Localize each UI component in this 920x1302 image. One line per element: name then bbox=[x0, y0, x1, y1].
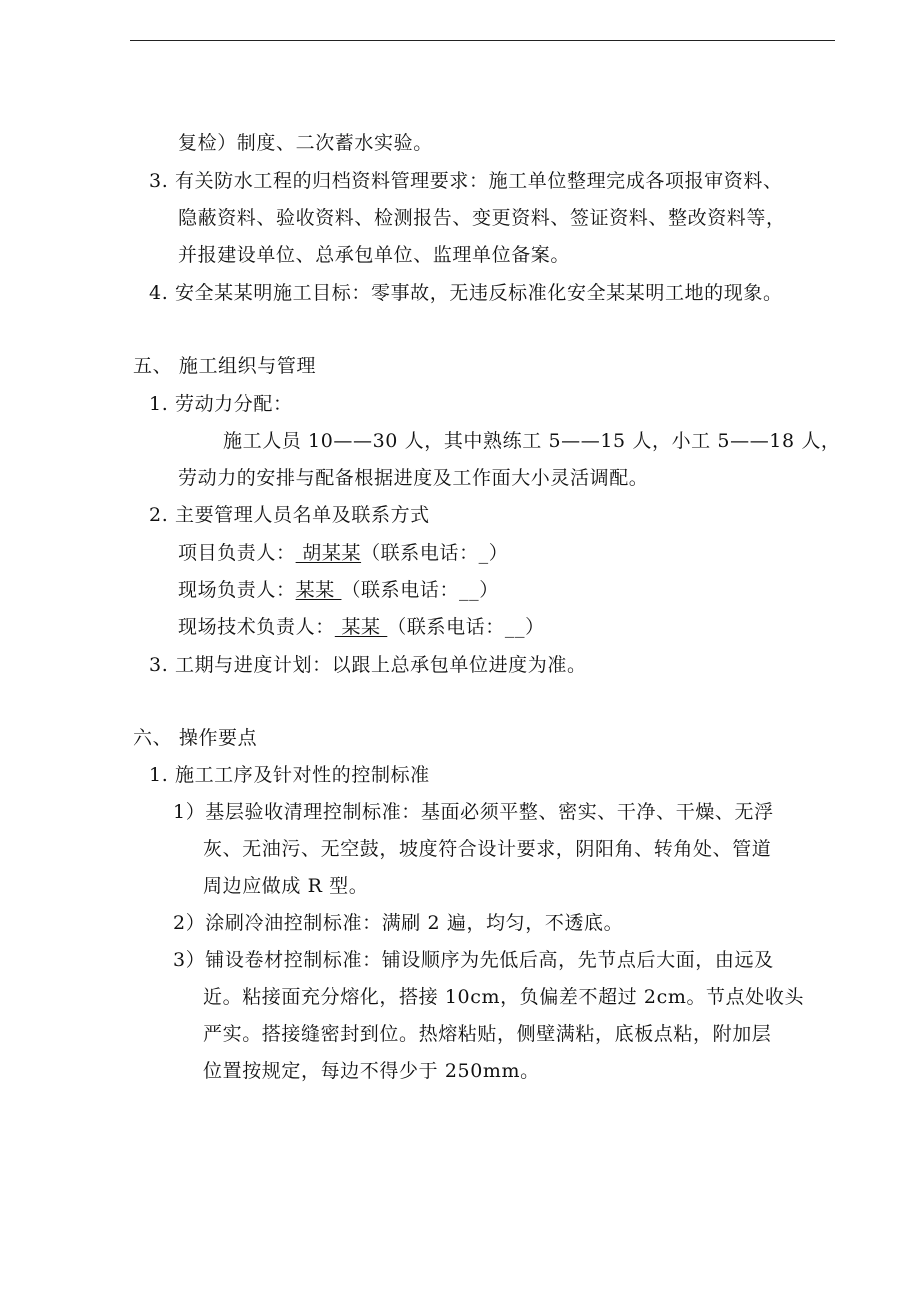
sub-item-3: 3）铺设卷材控制标准：铺设顺序为先低后高，先节点后大面，由远及 bbox=[173, 949, 774, 971]
contact-name: 胡某某 bbox=[295, 542, 362, 564]
contact-role: 项目负责人： bbox=[178, 542, 296, 564]
text-line: 位置按规定，每边不得少于 250mm。 bbox=[203, 1060, 540, 1082]
text-line: 施工人员 10——30 人，其中熟练工 5——15 人，小工 5——18 人， bbox=[223, 430, 841, 452]
text-line: 严实。搭接缝密封到位。热熔粘贴，侧壁满粘，底板点粘，附加层 bbox=[203, 1023, 772, 1045]
contact-phone: （联系电话：_） bbox=[361, 542, 509, 564]
contact-name: 某某 bbox=[334, 616, 388, 638]
contact-row bbox=[178, 540, 508, 566]
contact-phone: （联系电话：__） bbox=[387, 616, 545, 638]
contact-phone: （联系电话：__） bbox=[341, 579, 499, 601]
contact-role: 现场技术负责人： bbox=[178, 616, 335, 638]
text-line: 复检）制度、二次蓄水实验。 bbox=[178, 132, 433, 154]
list-item-3: 3. 工期与进度计划：以跟上总承包单位进度为准。 bbox=[149, 654, 587, 676]
contact-role: 现场负责人： bbox=[178, 579, 296, 601]
text-line: 劳动力的安排与配备根据进度及工作面大小灵活调配。 bbox=[178, 467, 649, 489]
section-heading-5: 五、 施工组织与管理 bbox=[133, 355, 317, 377]
text-line: 灰、无油污、无空鼓，坡度符合设计要求，阴阳角、转角处、管道 bbox=[203, 838, 772, 860]
list-item-4: 4. 安全某某明施工目标：零事故，无违反标准化安全某某明工地的现象。 bbox=[149, 282, 783, 304]
text-line: 隐蔽资料、验收资料、检测报告、变更资料、签证资料、整改资料等， bbox=[178, 207, 786, 229]
contact-row bbox=[178, 614, 545, 640]
list-item-1: 1. 劳动力分配： bbox=[149, 393, 293, 415]
list-item-3: 3. 有关防水工程的归档资料管理要求：施工单位整理完成各项报审资料、 bbox=[149, 170, 783, 192]
list-item-1: 1. 施工工序及针对性的控制标准 bbox=[149, 764, 430, 786]
sub-item-2: 2）涂刷冷油控制标准：满刷 2 遍，均匀，不透底。 bbox=[173, 912, 624, 934]
contact-name: 某某 bbox=[295, 579, 342, 601]
sub-item-1: 1）基层验收清理控制标准：基面必须平整、密实、干净、干燥、无浮 bbox=[173, 801, 774, 823]
text-line: 并报建设单位、总承包单位、监理单位备案。 bbox=[178, 244, 571, 266]
text-line: 周边应做成 R 型。 bbox=[203, 875, 369, 897]
text-line: 近。粘接面充分熔化，搭接 10cm，负偏差不超过 2cm。节点处收头 bbox=[203, 986, 805, 1008]
contact-row bbox=[178, 577, 499, 603]
list-item-2: 2. 主要管理人员名单及联系方式 bbox=[149, 504, 430, 526]
header-rule bbox=[130, 40, 835, 41]
section-heading-6: 六、 操作要点 bbox=[133, 727, 258, 749]
